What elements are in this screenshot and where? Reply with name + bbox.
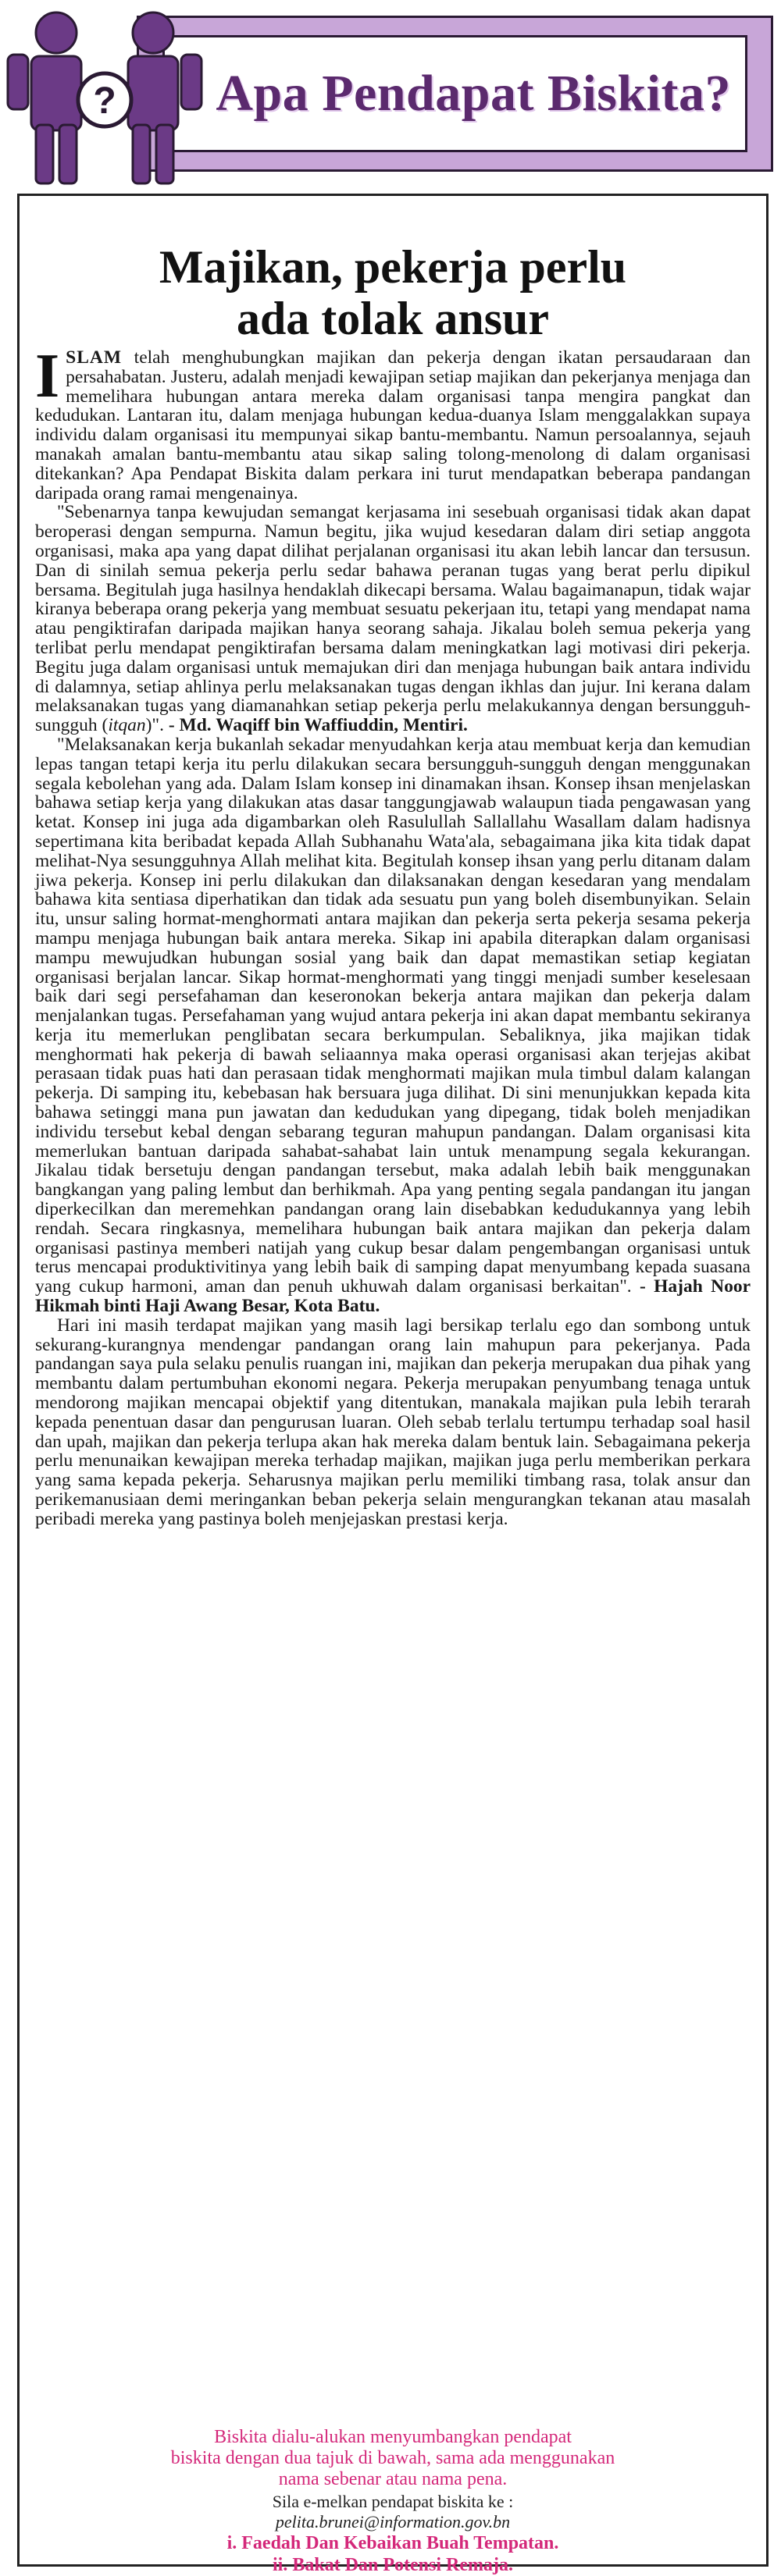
person-left-icon (8, 12, 81, 183)
opinion-1-italic-term: itqan (108, 715, 146, 736)
person-right-icon (128, 12, 201, 183)
opinion-1-text: "Sebenarnya tanpa kewujudan semangat kerjasama ini sesebuah organisasi tidak akan dapat beroperasi dengan sempurna. Namun begitu, jika wujud kesedaran dalam diri setiap anggota organisasi, maka apa yang dapat dilihat perjalanan organisasi itu akan lebih lancar dan tersusun. Dan di sinilah semua pekerja perlu sedar bahawa peranan tugas yang berat perlu dipikul bersama. Begitulah juga hasilnya hendaklah dikecapi bersama. Walau bagaimanapun, tidak wajar kiranya beberapa orang pekerja yang membuat sesuatu pekerjaan itu, tetapi yang mendapat nama atau pengiktirafan daripada majikan hanya seorang sahaja. Jikalau boleh semua pekerja yang terlibat perlu mendapat pengiktirafan bersama dalam meningkatkan lagi motivasi diri pekerja. Begitu juga dalam organisasi untuk memajukan diri dan menjaga hubungan baik antara individu di dalamnya, setiap ahlinya perlu melaksanakan tugas dengan ikhlas dan jujur. Ini kerana dalam melaksanakan tugas yang diamanahkan setiap pekerja perlu melakukannya dengan bersungguh-sungguh ( (35, 502, 751, 736)
paragraph-intro (35, 342, 751, 503)
paragraph-intro-text: telah menghubungkan majikan dan pekerja dengan ikatan persaudaraan dan persahabatan. Justeru, adalah menjadi kewajipan setiap majikan dan pekerjanya menjaga dan memelihara hubungan antara mereka dalam organisasi tanpa mengira pangkat dan kedudukan. Lantaran itu, dalam menjaga hubungan kedua-duanya Islam menggalakkan supaya individu dalam organisasi itu mempunyai sikap bantu-membantu. Namun persoalannya, sejauh manakah amalan bantu-membantu atau sikap saling tolong-menolong di dalam organisasi ditekankan? Apa Pendapat Biskita dalam perkara ini turut mendapatkan beberapa pandangan daripada orang ramai mengenainya. (35, 347, 751, 503)
banner-frame (137, 16, 773, 172)
headline-line-2: ada tolak ansur (236, 293, 550, 345)
lead-word: SLAM (66, 347, 123, 368)
banner-title-panel (162, 35, 747, 152)
submission-note (35, 2427, 751, 2576)
article (17, 194, 769, 2575)
invite-line-1: Biskita dialu-alukan menyumbangkan pendapat (214, 2427, 572, 2447)
email-address: pelita.brunei@information.gov.bn (275, 2512, 511, 2532)
email-instruction: Sila e-melkan pendapat biskita ke : (272, 2492, 514, 2511)
topic-1: i. Faedah Dan Kebaikan Buah Tempatan. (226, 2533, 559, 2553)
topic-2: ii. Bakat Dan Potensi Remaja. (273, 2555, 513, 2575)
opinion-1-signature: - Md. Waqiff bin Waffiuddin, Mentiri. (168, 715, 468, 736)
svg-text:?: ? (93, 80, 116, 122)
invite-line-3: nama sebenar atau nama pena. (278, 2469, 508, 2489)
headline (20, 241, 766, 344)
drop-cap: I (35, 342, 60, 411)
column-banner (0, 0, 781, 190)
column-title: Apa Pendapat Biskita? (216, 65, 731, 122)
headline-line-1: Majikan, pekerja perlu (159, 241, 627, 294)
paragraph-opinion-2 (35, 735, 751, 1316)
paragraph-columnist (35, 1316, 751, 1529)
two-people-question-icon (0, 0, 219, 190)
columnist-text: Hari ini masih terdapat majikan yang masih lagi bersikap terlalu ego dan sombong untuk sekurang-kurangnya mendengar pandangan orang lain mahupun para pekerjanya. Pada pandangan saya pula selaku penulis ruangan ini, majikan dan pekerja merupakan dua pihak yang membantu dalam pertumbuhan ekonomi negara. Pekerja merupakan penyumbang tenaga untuk mendorong majikan mencapai objektif yang ditentukan, manakala majikan pula lebih terarah kepada penentuan dasar dan pengurusan luaran. Oleh sebab terlalu tertumpu terhadap soal hasil dan upah, majikan dan pekerja terlupa akan hak mereka dalam bentuk lain. Sebagaimana pekerja perlu menunaikan kewajipan mereka terhadap majikan, majikan juga perlu memberikan perkara yang sama kepada pekerja. Seharusnya majikan perlu memiliki timbang rasa, tolak ansur dan perikemanusiaan demi meringankan beban pekerja selain mengurangkan tekanan atau masalah peribadi mereka yang pastinya boleh menjejaskan prestasi kerja. (35, 1315, 751, 1529)
article-body (35, 342, 751, 1529)
question-mark-icon (78, 73, 131, 126)
opinion-1-text-end: )". (145, 715, 169, 736)
opinion-2-signature: - Hajah Noor Hikmah binti Haji Awang Besar, Kota Batu. (35, 1276, 751, 1317)
opinion-2-text: "Melaksanakan kerja bukanlah sekadar menyudahkan kerja atau membuat kerja dan kemudian lepas tangan tetapi kerja itu perlu dilakukan secara bersungguh-sungguh dengan menggunakan segala kebolehan yang ada. Dalam Islam konsep ini dinamakan ihsan. Konsep ihsan menjelaskan bahawa setiap kerja yang dilakukan atas dasar tanggungjawab walaupun tiada pengawasan yang ketat. Konsep ini juga ada digambarkan oleh Rasulullah Sallallahu Wasallam dalam hadisnya sepertimana kita beribadat kepada Allah Subhanahu Wata'ala, sebagaimana jika kita tidak dapat melihat-Nya sesungguhnya Allah melihat kita. Begitulah konsep ihsan yang perlu ditanam dalam jiwa pekerja. Konsep ini perlu dilakukan dan dilaksanakan dengan kesedaran yang mendalam bahawa kita sentiasa diperhatikan dan tidak ada sesuatu pun yang boleh disembunyikan. Selain itu, unsur saling hormat-menghormati antara majikan dan pekerja serta pekerja sesama pekerja mampu menjaga hubungan baik antara mereka. Sikap ini apabila diterapkan dalam organisasi mampu mewujudkan hubungan sosial yang baik dan dapat memastikan setiap kegiatan organisasi berjalan lancar. Sikap hormat-menghormati yang tinggi menjadi sumber keselesaan baik dari segi persefahaman dan keseronokan bekerja antara majikan dan pekerja dalam menjalankan tugas. Persefahaman yang wujud antara pekerja ini akan dapat membantu sekiranya kerja itu memerlukan penglibatan secara berkumpulan. Sebaliknya, jika majikan tidak menghormati hak pekerja di bawah seliaannya maka operasi organisasi akan terjejas akibat perasaan tidak puas hati dan perasaan tidak menghormati majikan mula timbul dalam kalangan pekerja. Di samping itu, kebebasan hak bersuara juga dilihat. Di sini menunjukkan kepada kita bahawa setinggi mana pun jawatan dan kedudukan yang dipegang, tidak boleh menjadikan individu tersebut kebal dengan sebarang teguran mahupun pandangan. Dalam organisasi kita memerlukan bantuan daripada sahabat-sahabat lain untuk menampung segala kekurangan. Jikalau tidak bersetuju dengan pandangan tersebut, maka adalah lebih baik menggunakan bangkangan yang paling lembut dan berhikmah. Apa yang penting segala pandangan itu jangan diperkecilkan dan meremehkan pandangan orang lain disebabkan kedudukannya yang lebih rendah. Secara ringkasnya, memelihara hubungan baik antara majikan dan pekerja dalam organisasi pastinya memberi natijah yang cukup besar dalam pengembangan organisasi untuk terus mencapai produktivitinya yang lebih baik di samping dapat menyumbang kepada suasana yang cukup harmoni, aman dan penuh ukhuwah dalam organisasi berkaitan". (35, 734, 751, 1297)
invite-line-2: biskita dengan dua tajuk di bawah, sama ada menggunakan (170, 2448, 615, 2468)
paragraph-opinion-1 (35, 503, 751, 735)
